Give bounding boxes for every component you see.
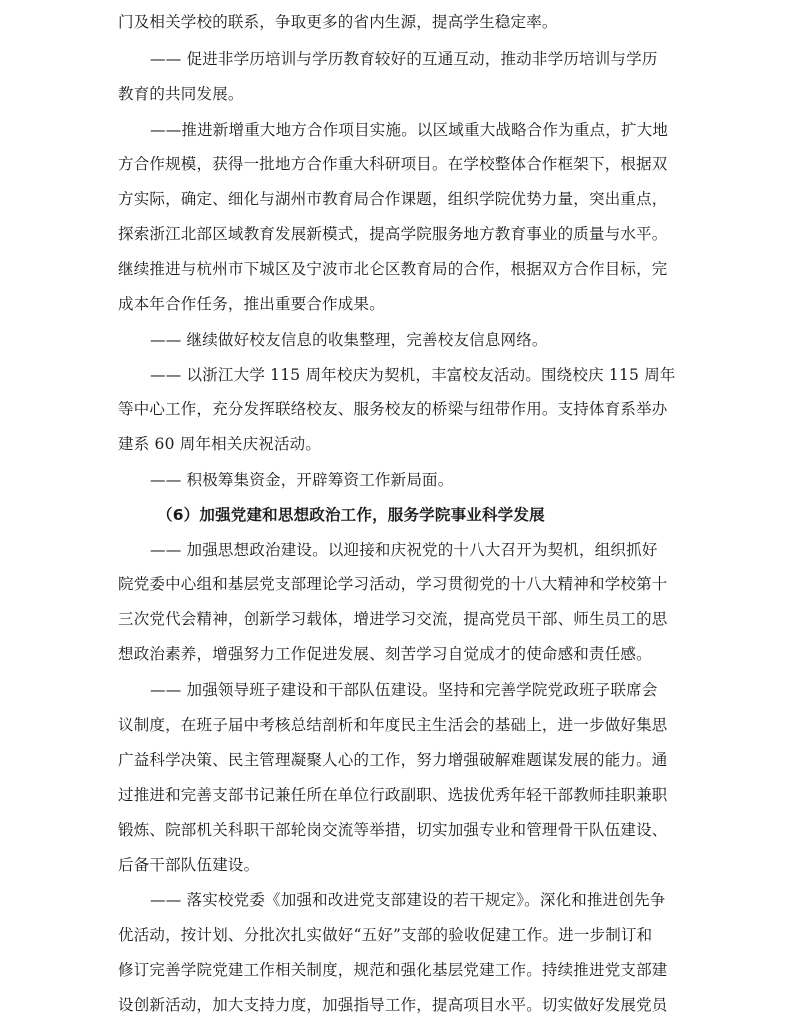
text-line: 后备干部队伍建设。 <box>118 856 260 874</box>
text-line: 成本年合作任务，推出重要合作成果。 <box>118 295 385 313</box>
text-line: —— 继续做好校友信息的收集整理，完善校友信息网络。 <box>150 331 548 349</box>
text-line: 继续推进与杭州市下城区及宁波市北仑区教育局的合作，根据双方合作目标，完 <box>118 260 668 278</box>
text-line: 等中心工作，充分发挥联络校友、服务校友的桥梁与纽带作用。支持体育系举办 <box>118 400 668 418</box>
text-line: ——推进新增重大地方合作项目实施。以区域重大战略合作为重点，扩大地 <box>150 121 669 139</box>
text-line: —— 加强领导班子建设和干部队伍建设。坚持和完善学院党政班子联席会 <box>150 681 658 699</box>
text-line: 门及相关学校的联系，争取更多的省内生源，提高学生稳定率。 <box>118 13 558 31</box>
text-line: 修订完善学院党建工作相关制度，规范和强化基层党建工作。持续推进党支部建 <box>118 961 668 979</box>
text-line: —— 促进非学历培训与学历教育较好的互通互动，推动非学历培训与学历 <box>150 50 658 68</box>
text-line: —— 落实校党委《加强和改进党支部建设的若干规定》。深化和推进创先争 <box>150 891 666 909</box>
text-line: 优活动，按计划、分批次扎实做好“五好”支部的验收促建工作。进一步制订和 <box>118 926 653 944</box>
text-line: 过推进和完善支部书记兼任所在单位行政副职、选拔优秀年轻干部教师挂职兼职 <box>118 786 668 804</box>
text-line: 方合作规模，获得一批地方合作重大科研项目。在学校整体合作框架下，根据双 <box>118 155 668 173</box>
text-line: 设创新活动，加大支持力度，加强指导工作，提高项目水平。切实做好发展党员 <box>118 996 668 1014</box>
text-line: 三次党代会精神，创新学习载体，增进学习交流，提高党员干部、师生员工的思 <box>118 610 668 628</box>
section-heading: （6）加强党建和思想政治工作，服务学院事业科学发展 <box>157 506 545 524</box>
text-line: 议制度，在班子届中考核总结剖析和年度民主生活会的基础上，进一步做好集思 <box>118 716 668 734</box>
text-line: 建系 60 周年相关庆祝活动。 <box>118 435 322 453</box>
text-line: 想政治素养，增强努力工作促进发展、刻苦学习自觉成才的使命感和责任感。 <box>118 645 652 663</box>
text-line: —— 以浙江大学 115 周年校庆为契机，丰富校友活动。围绕校庆 115 周年 <box>150 366 676 384</box>
text-line: 锻炼、院部机关科职干部轮岗交流等举措，切实加强专业和管理骨干队伍建设、 <box>118 821 668 839</box>
text-line: 教育的共同发展。 <box>118 85 244 103</box>
text-line: —— 积极筹集资金，开辟筹资工作新局面。 <box>150 471 454 489</box>
text-line: 院党委中心组和基层党支部理论学习活动，学习贯彻党的十八大精神和学校第十 <box>118 575 668 593</box>
text-line: 方实际，确定、细化与湖州市教育局合作课题，组织学院优势力量，突出重点， <box>118 190 668 208</box>
text-line: 广益科学决策、民主管理凝聚人心的工作，努力增强破解难题谋发展的能力。通 <box>118 751 668 769</box>
text-line: 探索浙江北部区域教育发展新模式，提高学院服务地方教育事业的质量与水平。 <box>118 225 668 243</box>
text-line: —— 加强思想政治建设。以迎接和庆祝党的十八大召开为契机，组织抓好 <box>150 541 658 559</box>
